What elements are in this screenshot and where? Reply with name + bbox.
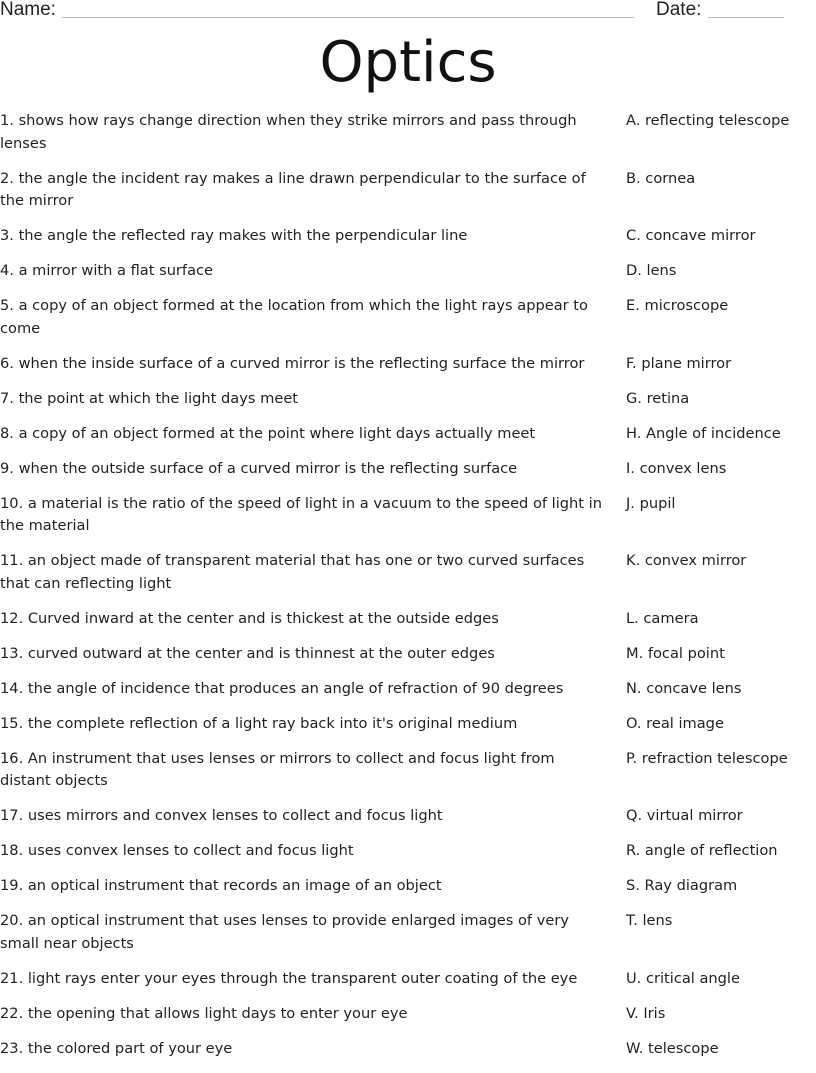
matching-row (0, 493, 816, 551)
clue-text: 16. An instrument that uses lenses or mirrors to collect and focus light from distant objects (0, 749, 555, 789)
clue-text: 8. a copy of an object formed at the point where light days actually meet (0, 424, 536, 442)
clue-text: 12. Curved inward at the center and is thickest at the outside edges (0, 609, 499, 627)
answer-option: S. Ray diagram (626, 877, 738, 894)
name-blank-line (62, 17, 634, 18)
clue-text: 4. a mirror with a flat surface (0, 262, 214, 279)
answer-option: K. convex mirror (626, 552, 747, 569)
answer-option: N. concave lens (626, 679, 742, 697)
answer-option: G. retina (626, 389, 690, 407)
clue-text: 19. an optical instrument that records an image of an object (0, 877, 442, 894)
answer-option: Q. virtual mirror (626, 807, 743, 824)
clue-text: 13. curved outward at the center and is thinnest at the outer edges (0, 644, 495, 662)
answer-option: P. refraction telescope (626, 749, 788, 767)
matching-row (0, 840, 816, 875)
answer-option: U. critical angle (626, 969, 740, 987)
clue-text: 20. an optical instrument that uses lenses to provide enlarged images of very small near objects (0, 912, 569, 952)
matching-row (0, 423, 816, 458)
answer-option: O. real image (626, 714, 724, 732)
name-label: Name: (0, 0, 56, 20)
matching-row (0, 295, 816, 353)
clue-text: 7. the point at which the light days meet (0, 389, 299, 407)
clue-text: 10. a material is the ratio of the speed of light in a vacuum to the speed of light in the material (0, 494, 602, 534)
clue-text: 18. uses convex lenses to collect and focus light (0, 842, 354, 859)
clue-text: 6. when the inside surface of a curved mirror is the reflecting surface the mirror (0, 354, 585, 372)
matching-row (0, 225, 816, 260)
clue-text: 2. the angle the incident ray makes a line drawn perpendicular to the surface of the mirror (0, 169, 586, 209)
answer-option: T. lens (626, 912, 673, 929)
clue-text: 11. an object made of transparent material that has one or two curved surfaces that can reflecting light (0, 552, 585, 592)
matching-row (0, 388, 816, 423)
clue-text: 15. the complete reflection of a light ray back into it's original medium (0, 714, 518, 732)
answer-option: V. Iris (626, 1004, 666, 1022)
answer-option: H. Angle of incidence (626, 424, 781, 442)
matching-list (0, 110, 816, 1073)
matching-row (0, 748, 816, 806)
clue-text: 21. light rays enter your eyes through the transparent outer coating of the eye (0, 969, 578, 987)
clue-text: 3. the angle the reflected ray makes with the perpendicular line (0, 227, 468, 244)
answer-option: F. plane mirror (626, 354, 732, 372)
answer-option: D. lens (626, 262, 677, 279)
answer-option: W. telescope (626, 1039, 719, 1057)
clue-text: 5. a copy of an object formed at the location from which the light rays appear to come (0, 297, 588, 337)
matching-row (0, 968, 816, 1003)
matching-row (0, 875, 816, 910)
answer-option: B. cornea (626, 169, 696, 187)
matching-row (0, 550, 816, 608)
matching-row (0, 678, 816, 713)
answer-option: A. reflecting telescope (626, 112, 790, 129)
answer-option: L. camera (626, 609, 699, 627)
answer-option: E. microscope (626, 297, 729, 314)
answer-option: R. angle of reflection (626, 842, 778, 859)
date-blank-line (708, 17, 784, 18)
matching-row (0, 1003, 816, 1038)
matching-row (0, 713, 816, 748)
matching-row (0, 110, 816, 168)
matching-row (0, 168, 816, 226)
answer-option: I. convex lens (626, 459, 727, 477)
clue-text: 17. uses mirrors and convex lenses to collect and focus light (0, 807, 443, 824)
clue-text: 23. the colored part of your eye (0, 1039, 233, 1057)
date-label: Date: (656, 0, 702, 20)
matching-row (0, 910, 816, 968)
answer-option: C. concave mirror (626, 227, 756, 244)
worksheet-header (0, 0, 816, 24)
matching-row (0, 1038, 816, 1073)
matching-row (0, 353, 816, 388)
clue-text: 9. when the outside surface of a curved mirror is the reflecting surface (0, 459, 518, 477)
worksheet-title: Optics (319, 30, 497, 95)
answer-option: J. pupil (626, 494, 676, 512)
clue-text: 22. the opening that allows light days to enter your eye (0, 1004, 408, 1022)
matching-row (0, 805, 816, 840)
clue-text: 14. the angle of incidence that produces an angle of refraction of 90 degrees (0, 679, 564, 697)
answer-option: M. focal point (626, 644, 725, 662)
matching-row (0, 643, 816, 678)
matching-row (0, 608, 816, 643)
matching-row (0, 260, 816, 295)
matching-row (0, 458, 816, 493)
clue-text: 1. shows how rays change direction when they strike mirrors and pass through lenses (0, 112, 577, 152)
